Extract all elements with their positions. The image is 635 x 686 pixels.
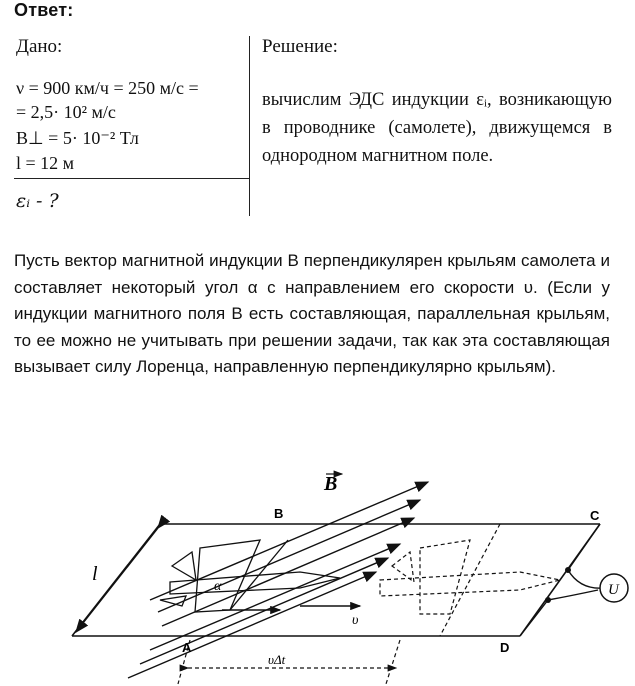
airplane-induction-figure — [0, 466, 635, 686]
given-speed-line: ν = 900 км/ч = 250 м/с = — [16, 78, 199, 98]
answer-heading: Ответ: — [14, 0, 74, 20]
label-point-A: A — [182, 640, 192, 655]
label-l: l — [92, 563, 98, 585]
solution-text: вычислим ЭДС индукции εᵢ, возникающую в проводнике (самолете), движущемся в однородном магнитном поле. — [262, 90, 612, 166]
explanation-paragraph: Пусть вектор магнитной индукции B перпендикулярен крыльям самолета и составляет некоторый угол α с направлением его скорости υ. (Если у индукции магнитного поля B есть составляющая, параллельная крыльям, то ее можно не учитывать при решении задачи, так как эта составляющая вызывает силу Лоренца, направленную перпендикулярно крыльям). — [14, 251, 610, 376]
wire-D — [520, 590, 598, 636]
displacement-indicator — [178, 640, 400, 684]
given-induction-line: B⊥ = 5· 10⁻² Тл — [16, 128, 139, 148]
find-unknown: εᵢ - ? — [16, 190, 59, 212]
label-velocity: υ — [352, 613, 359, 628]
given-speed-si-line: = 2,5· 10² м/с — [16, 102, 116, 122]
given-title: Дано: — [16, 36, 63, 57]
label-alpha: α — [214, 579, 222, 594]
contact-D — [545, 597, 551, 603]
contact-C — [565, 567, 571, 573]
given-length-line: l = 12 м — [16, 153, 75, 173]
given-divider — [14, 178, 250, 179]
solution-title: Решение: — [262, 36, 338, 57]
label-vdt: υΔt — [268, 652, 286, 667]
label-B-vector: B — [324, 473, 338, 495]
label-point-B: B — [274, 506, 284, 521]
plane-solid — [160, 540, 340, 612]
label-U: U — [608, 582, 619, 598]
length-arrow — [76, 528, 158, 632]
label-point-D: D — [500, 640, 510, 655]
label-point-C: C — [590, 508, 600, 523]
column-divider — [249, 36, 250, 216]
wire-C — [568, 524, 604, 588]
